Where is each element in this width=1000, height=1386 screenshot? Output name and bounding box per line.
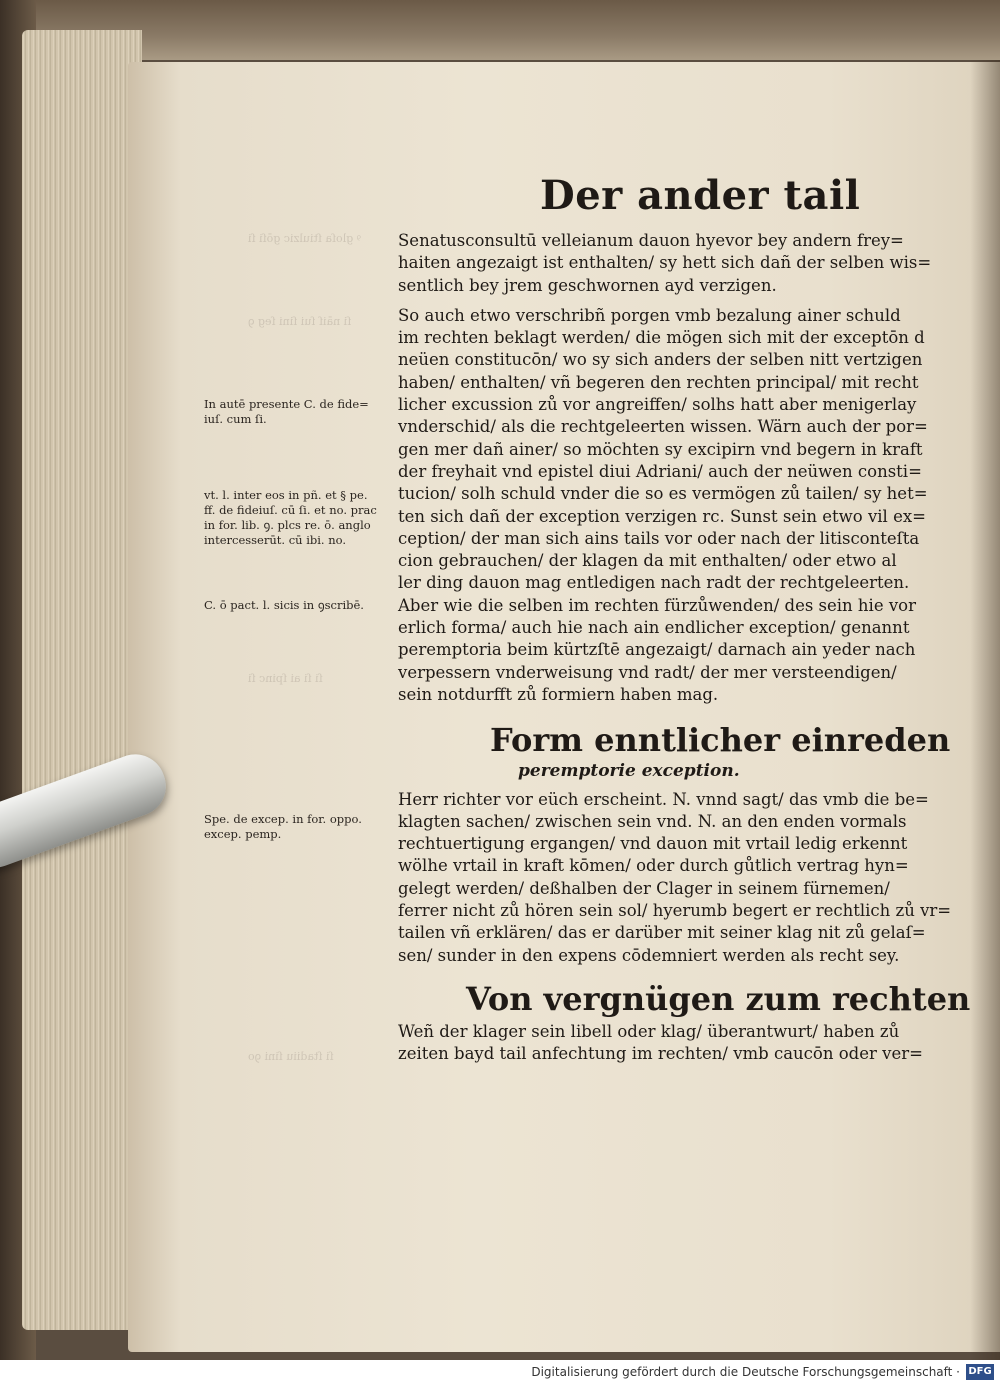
margin-note [204,488,384,548]
text-line: im rechten beklagt werden/ die mögen sich mit der exceptōn d [398,328,925,348]
margin-note-line: excep. pemp. [204,827,282,841]
text-line: Senatusconsultū velleianum dauon hyevor bey andern frey= [398,231,904,250]
page-title: Der ander tail [540,172,861,219]
footer-bar [0,1360,1000,1386]
text-line: licher excussion zů vor angreiffen/ solhs hatt aber menigerlay [398,395,917,415]
text-line: ception/ der man sich ains tails vor oder nach der litisconteſta [398,528,920,548]
margin-note-line: intercesserūt. cū ibi. no. [204,533,347,547]
text-line: peremptoria beim kürtzſtē angezaigt/ darnach ain yeder nach [398,640,916,660]
text-line: haiten angezaigt ist enthalten/ sy hett sich dañ der selben wis= [398,253,932,273]
text-line: Herr richter vor eüch erscheint. N. vnnd sagt/ das vmb die be= [398,789,929,809]
text-line: tailen vñ erklären/ das er darüber mit seiner klag nit zů gelaſ= [398,923,926,943]
margin-note [204,397,384,427]
text-line: ferrer nicht zů hören sein sol/ hyerumb begert er rechtlich zů vr= [398,901,952,921]
text-line: vnderschid/ als die rechtgeleerten wissen. Wärn auch der por= [398,417,928,437]
text-line: verpessern vnderweisung vnd radt/ der mer versteendigen/ [398,662,897,682]
margin-note-line: iuſ. cum ſi. [204,412,267,426]
dfg-logo: DFG [966,1364,994,1380]
text-line: neüen constitucōn/ wo sy sich anders der selben nitt vertzigen [398,350,923,370]
text-line: rechtuertigung ergangen/ vnd dauon mit vrtail ledig erkennt [398,834,908,854]
text-line: wölhe vrtail in kraft kōmen/ oder durch gůtlich vertrag hyn= [398,856,909,876]
text-line: ler ding dauon mag entledigen nach radt der rechtgeleerten. [398,573,910,593]
text-line: Aber wie die selben im rechten fürzůwenden/ des sein hie vor [398,595,916,615]
text-line: sen/ sunder in den expens cōdemniert werden als recht sey. [398,945,900,965]
margin-note-line: vt. l. inter eos in pñ. et § pe. [204,488,368,502]
bleed-through-text: ſi nāiſ ſui ſini ſeg ꝯ [248,315,352,328]
text-line: der freyhait vnd epistel diui Adriani/ auch der neüwen consti= [398,461,922,481]
text-line: erlich forma/ auch hie nach ain endlicher exception/ genannt [398,618,910,638]
text-line: zeiten bayd tail anfechtung im rechten/ vmb caucōn oder ver= [398,1044,923,1064]
text-line: sein notdurfft zů formiern haben mag. [398,684,719,704]
text-line: haben/ enthalten/ vñ begeren den rechten principal/ mit recht [398,372,919,392]
text-line: sentlich bey jrem geschwornen ayd verzigen. [398,275,777,295]
gutter-shadow [970,60,1000,1360]
margin-note [204,812,384,842]
text-line: gelegt werden/ deßhalben der Clager in seinem fürnemen/ [398,878,890,898]
text-line: cion gebrauchen/ der klagen da mit enthalten/ oder etwo al [398,551,897,571]
text-line: Weñ der klager sein libell oder klag/ überantwurt/ haben zů [398,1021,900,1041]
funding-credit: Digitalisierung gefördert durch die Deutsche Forschungsgemeinschaft · [531,1365,960,1379]
section-subheading: peremptorie exception. [518,761,740,782]
book-cover-top [20,0,1000,60]
margin-note-line: In autē presente C. de fide= [204,397,369,411]
margin-note-line: ff. de fideiuſ. cū ſi. et no. prac [204,503,377,517]
paragraph [398,230,932,297]
text-line: tucion/ solh schuld vnder die so es vermögen zů tailen/ sy het= [398,484,928,504]
margin-note-line: in for. lib. ꝯ. plcs re. ō. anglo [204,518,371,532]
text-line: klagten sachen/ zwischen sein vnd. N. an den enden vormals [398,811,907,831]
text-line: ten sich dañ der exception verzigen rc. Sunst sein etwo vil ex= [398,506,926,526]
paragraph [398,1021,928,1066]
section-heading: Form enntlicher einreden [490,721,951,760]
section-heading: Von vergnügen zum rechten [466,979,971,1018]
paragraph [398,789,952,967]
paragraph [398,305,928,706]
bleed-through-text: ſi ſi ai ſpinc ſi [248,672,323,685]
text-line: gen mer dañ ainer/ so möchten sy excipirn vnd begern in kraft [398,439,923,459]
page-edges [22,30,142,1330]
main-text-block [398,230,971,1074]
text-line: So auch etwo verschribñ porgen vmb bezalung ainer schuld [398,305,901,325]
margin-note [204,598,384,613]
bleed-through-text: ſi ſtadiiu ſini ꝯo [248,1050,334,1063]
margin-note-line: Spe. de excep. in for. oppo. [204,812,362,826]
bleed-through-text: ꝰ gloſa ſtiulzic gōſi ſi [248,232,361,245]
margin-note-line: C. ō pact. l. sicis in ꝯscribē. [204,598,364,612]
